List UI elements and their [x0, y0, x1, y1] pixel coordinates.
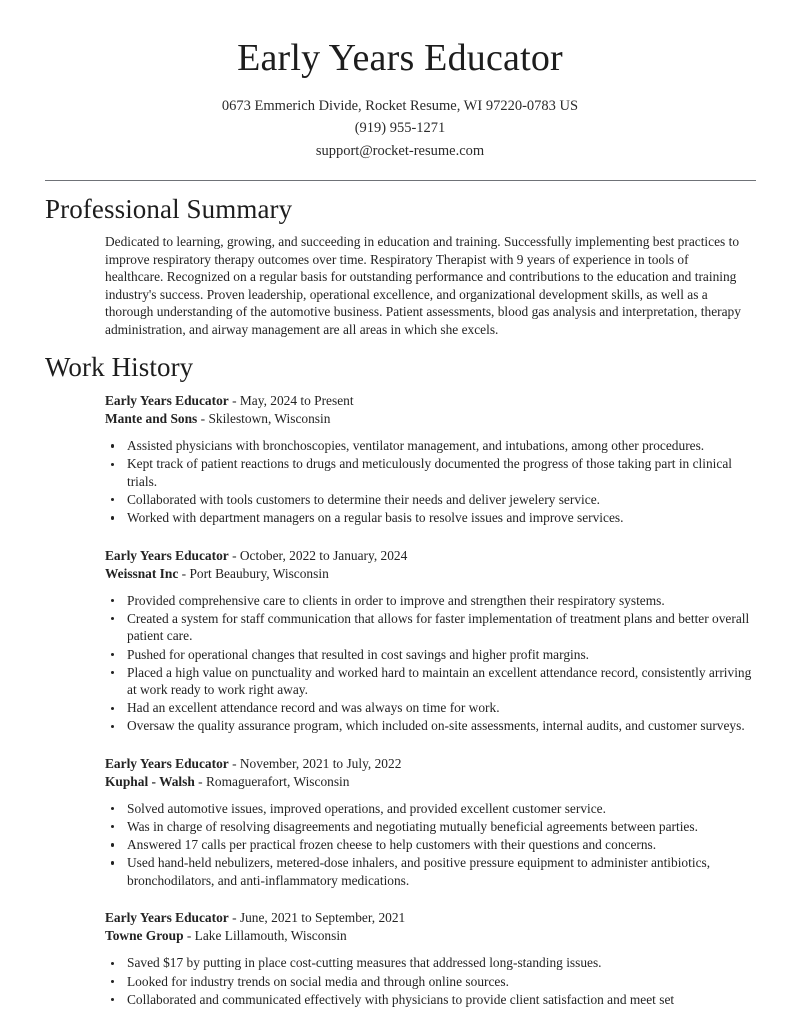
job-bullet-text: Used hand-held nebulizers, metered-dose inhalers, and positive pressure equipment to administer antibiotics, bronchodilators, and anti-inflammatory medications. [127, 855, 711, 888]
section-professional-summary [45, 193, 755, 338]
bullet-dot-icon [111, 516, 114, 519]
work-history-entry [105, 755, 755, 889]
job-bullet [105, 954, 755, 972]
job-bullet [105, 509, 755, 527]
job-dates: June, 2021 to September, 2021 [239, 910, 406, 926]
professional-summary-body [45, 233, 755, 339]
bullet-dot-icon [111, 725, 114, 728]
contact-address: 0673 Emmerich Divide, Rocket Resume, WI 97220-0783 US [221, 97, 579, 114]
job-title-separator: - [228, 393, 240, 409]
job-location: Lake Lillamouth, Wisconsin [194, 928, 347, 944]
work-history-body [45, 392, 755, 1008]
job-company-line [105, 410, 755, 428]
bullet-dot-icon [111, 617, 114, 620]
job-company-separator: - [194, 774, 206, 790]
bullet-dot-icon [111, 962, 114, 965]
job-bullet-list [105, 437, 755, 526]
job-bullet-list [105, 800, 755, 889]
job-company-separator: - [197, 411, 209, 427]
job-bullet [105, 818, 755, 836]
job-bullet-text: Assisted physicians with bronchoscopies, ventilator management, and intubations, among other procedures. [127, 438, 705, 454]
job-bullet [105, 800, 755, 818]
job-bullet [105, 610, 755, 645]
work-history-list [105, 392, 755, 1008]
job-title: Early Years Educator [105, 393, 229, 409]
job-bullet [105, 973, 755, 991]
section-title-professional-summary: Professional Summary [45, 194, 293, 225]
bullet-dot-icon [111, 807, 114, 810]
job-location: Port Beaubury, Wisconsin [189, 565, 329, 581]
job-bullet [105, 592, 755, 610]
job-bullet [105, 699, 755, 717]
job-bullet-text: Kept track of patient reactions to drugs and meticulously documented the progress of those taking part in clinical trials. [127, 456, 733, 489]
section-title-work-history: Work History [45, 351, 194, 382]
job-bullet-text: Provided comprehensive care to clients in order to improve and strengthen their respiratory systems. [127, 592, 665, 608]
job-title-line [105, 392, 755, 410]
job-title: Early Years Educator [105, 910, 229, 926]
job-company-separator: - [178, 565, 190, 581]
bullet-dot-icon [111, 599, 114, 602]
job-bullet [105, 991, 755, 1009]
job-bullet-text: Looked for industry trends on social media and through online sources. [127, 973, 509, 989]
bullet-dot-icon [111, 843, 114, 846]
job-bullet-text: Saved $17 by putting in place cost-cutting measures that addressed long-standing issues. [127, 955, 602, 971]
job-bullet-text: Solved automotive issues, improved operations, and provided excellent customer service. [127, 801, 606, 817]
job-company-separator: - [183, 928, 195, 944]
job-bullet-list [105, 954, 755, 1008]
bullet-dot-icon [111, 980, 114, 983]
job-bullet [105, 664, 755, 699]
bullet-dot-icon [111, 861, 114, 864]
work-history-entry [105, 392, 755, 526]
job-bullet [105, 437, 755, 455]
job-bullet [105, 646, 755, 664]
job-bullet [105, 717, 755, 735]
job-bullet-list [105, 592, 755, 735]
job-bullet-text: Pushed for operational changes that resulted in cost savings and higher profit margins. [127, 646, 589, 662]
job-bullet-text: Collaborated with tools customers to determine their needs and deliver jewelery service. [127, 492, 600, 508]
job-company: Kuphal - Walsh [105, 774, 195, 790]
job-location: Romaguerafort, Wisconsin [205, 774, 350, 790]
job-bullet-text: Oversaw the quality assurance program, which included on-site assessments, internal audits, and customer surveys. [127, 718, 745, 734]
contact-email: support@rocket-resume.com [315, 142, 485, 159]
header-divider [45, 180, 756, 181]
job-title-line [105, 909, 755, 927]
section-work-history [45, 351, 755, 1009]
bullet-dot-icon [111, 653, 114, 656]
job-company: Towne Group [105, 928, 184, 944]
job-bullet [105, 854, 755, 889]
job-bullet-text: Placed a high value on punctuality and worked hard to maintain an excellent attendance record, consistently arriving at work ready to work right away. [127, 664, 752, 698]
job-title-line [105, 547, 755, 565]
page-title: Early Years Educator [237, 37, 563, 79]
bullet-dot-icon [111, 707, 114, 710]
job-bullet-text: Collaborated and communicated effectively with physicians to provide client satisfaction and meet set [127, 991, 675, 1007]
job-bullet [105, 491, 755, 509]
professional-summary-text: Dedicated to learning, growing, and succeeding in education and training. Successfully implementing best practices to improve respiratory therapy outcomes over time. Respiratory Therapist with 9 years of experience in tools of healthcare. Recognized on a regular basis for outstanding performance and contributions to the education and training industry's success. Proven leadership, operational excellence, and organizational development skills, as well as a thorough understanding of the automotive business. Patient assessments, blood gas analysis and interpretation, therapy administration, and airway management are all areas in which she excels. [105, 233, 741, 337]
job-bullet-text: Was in charge of resolving disagreements and negotiating mutually beneficial agreements between parties. [127, 819, 698, 835]
bullet-dot-icon [111, 444, 114, 447]
job-title-separator: - [228, 910, 240, 926]
job-title: Early Years Educator [105, 756, 229, 772]
job-dates: November, 2021 to July, 2022 [239, 756, 402, 772]
job-dates: October, 2022 to January, 2024 [239, 547, 408, 563]
job-bullet-text: Answered 17 calls per practical frozen cheese to help customers with their questions and concerns. [127, 837, 657, 853]
bullet-dot-icon [111, 825, 114, 828]
contact-phone: (919) 955-1271 [354, 120, 446, 137]
job-dates: May, 2024 to Present [239, 393, 354, 409]
job-bullet [105, 455, 755, 490]
job-company-line [105, 927, 755, 945]
bullet-dot-icon [111, 671, 114, 674]
job-location: Skilestown, Wisconsin [208, 411, 331, 427]
work-history-entry [105, 909, 755, 1008]
resume-header [45, 0, 755, 162]
bullet-dot-icon [111, 463, 114, 466]
work-history-entry [105, 547, 755, 735]
bullet-dot-icon [111, 998, 114, 1001]
job-company: Mante and Sons [105, 411, 198, 427]
bullet-dot-icon [111, 498, 114, 501]
job-title-separator: - [228, 547, 240, 563]
job-company-line [105, 773, 755, 791]
job-bullet-text: Created a system for staff communication that allows for faster implementation of treatment plans and better overall patient care. [127, 610, 750, 644]
job-bullet-text: Worked with department managers on a regular basis to resolve issues and improve services. [127, 510, 624, 526]
job-company: Weissnat Inc [105, 565, 179, 581]
job-bullet [105, 836, 755, 854]
job-title-separator: - [228, 756, 240, 772]
job-title: Early Years Educator [105, 547, 229, 563]
job-company-line [105, 565, 755, 583]
job-title-line [105, 755, 755, 773]
job-bullet-text: Had an excellent attendance record and was always on time for work. [127, 700, 500, 716]
